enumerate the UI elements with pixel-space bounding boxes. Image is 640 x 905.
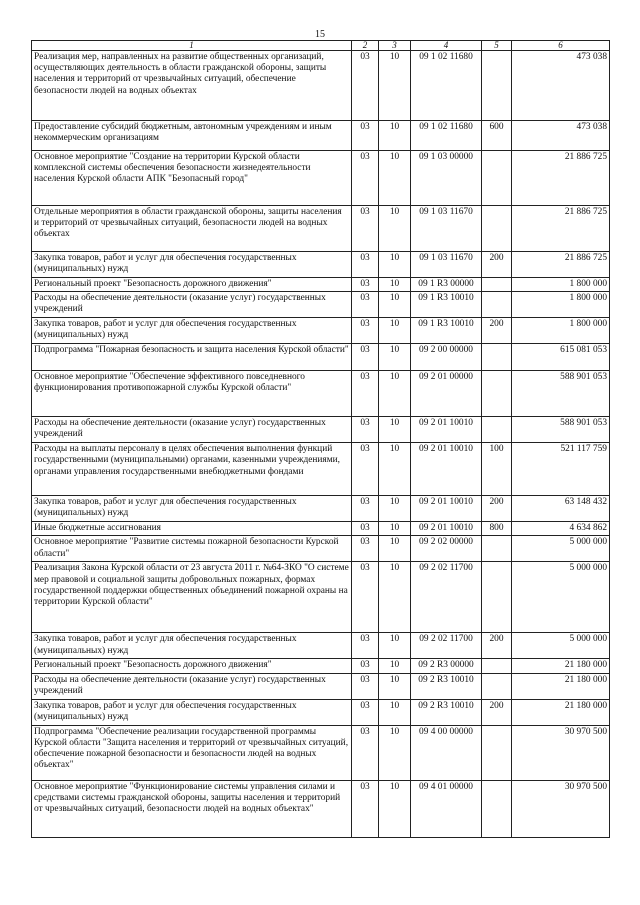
row-subsection: 10 bbox=[379, 292, 411, 318]
row-amount: 1 800 000 bbox=[512, 278, 610, 292]
row-expense-type: 200 bbox=[482, 496, 512, 522]
row-amount: 1 800 000 bbox=[512, 318, 610, 344]
row-amount: 21 180 000 bbox=[512, 673, 610, 699]
row-subsection: 10 bbox=[379, 699, 411, 725]
row-name: Отдельные мероприятия в области гражданской обороны, защиты населения и территорий от чрезвычайных ситуаций, безопасности людей на водных объектах bbox=[32, 206, 352, 252]
column-header: 6 bbox=[512, 41, 610, 51]
row-subsection: 10 bbox=[379, 318, 411, 344]
column-header: 5 bbox=[482, 41, 512, 51]
row-section: 03 bbox=[352, 536, 379, 562]
table-row bbox=[32, 725, 610, 780]
table-row bbox=[32, 417, 610, 443]
row-name: Реализация мер, направленных на развитие общественных организаций, осуществляющих деятельность в области гражданской обороны, защиты населения и территорий от чрезвычайных ситуаций, обеспечение безопасности людей на водных объектах bbox=[32, 51, 352, 121]
row-target-article: 09 2 R3 00000 bbox=[411, 659, 482, 673]
row-amount: 21 886 725 bbox=[512, 151, 610, 206]
row-expense-type bbox=[482, 562, 512, 633]
row-section: 03 bbox=[352, 417, 379, 443]
row-expense-type bbox=[482, 206, 512, 252]
row-expense-type bbox=[482, 292, 512, 318]
row-subsection: 10 bbox=[379, 496, 411, 522]
row-section: 03 bbox=[352, 562, 379, 633]
row-expense-type bbox=[482, 780, 512, 837]
row-amount: 5 000 000 bbox=[512, 633, 610, 659]
row-subsection: 10 bbox=[379, 252, 411, 278]
row-subsection: 10 bbox=[379, 780, 411, 837]
table-row bbox=[32, 522, 610, 536]
row-expense-type: 800 bbox=[482, 522, 512, 536]
table-row bbox=[32, 699, 610, 725]
row-expense-type bbox=[482, 344, 512, 371]
row-target-article: 09 4 01 00000 bbox=[411, 780, 482, 837]
row-section: 03 bbox=[352, 780, 379, 837]
row-subsection: 10 bbox=[379, 206, 411, 252]
table-row bbox=[32, 318, 610, 344]
row-amount: 1 800 000 bbox=[512, 292, 610, 318]
row-name: Закупка товаров, работ и услуг для обеспечения государственных (муниципальных) нужд bbox=[32, 318, 352, 344]
row-target-article: 09 1 03 00000 bbox=[411, 151, 482, 206]
row-section: 03 bbox=[352, 292, 379, 318]
table-row bbox=[32, 659, 610, 673]
row-subsection: 10 bbox=[379, 443, 411, 496]
row-target-article: 09 2 01 10010 bbox=[411, 417, 482, 443]
row-amount: 588 901 053 bbox=[512, 371, 610, 417]
row-section: 03 bbox=[352, 151, 379, 206]
row-section: 03 bbox=[352, 673, 379, 699]
row-name: Закупка товаров, работ и услуг для обеспечения государственных (муниципальных) нужд bbox=[32, 699, 352, 725]
table-row bbox=[32, 121, 610, 151]
row-target-article: 09 1 R3 00000 bbox=[411, 278, 482, 292]
row-subsection: 10 bbox=[379, 673, 411, 699]
row-name: Подпрограмма "Обеспечение реализации государственной программы Курской области "Защита населения и территорий от чрезвычайных ситуаций, обеспечение пожарной безопасности и безопасности людей на водных объектах" bbox=[32, 725, 352, 780]
column-number-row bbox=[32, 41, 610, 51]
table-row bbox=[32, 673, 610, 699]
row-expense-type: 200 bbox=[482, 633, 512, 659]
table-row bbox=[32, 371, 610, 417]
row-amount: 5 000 000 bbox=[512, 562, 610, 633]
column-header: 2 bbox=[352, 41, 379, 51]
table-row bbox=[32, 633, 610, 659]
row-subsection: 10 bbox=[379, 278, 411, 292]
row-amount: 21 886 725 bbox=[512, 252, 610, 278]
table-row bbox=[32, 206, 610, 252]
row-subsection: 10 bbox=[379, 344, 411, 371]
row-target-article: 09 2 R3 10010 bbox=[411, 699, 482, 725]
row-amount: 5 000 000 bbox=[512, 536, 610, 562]
row-name: Основное мероприятие "Развитие системы пожарной безопасности Курской области" bbox=[32, 536, 352, 562]
column-header: 4 bbox=[411, 41, 482, 51]
row-name: Реализация Закона Курской области от 23 августа 2011 г. №64-ЗКО "О системе мер правовой и социальной защиты добровольных пожарных, формах государственной поддержки общественных объединений пожарной охраны на территории Курской области" bbox=[32, 562, 352, 633]
row-target-article: 09 2 02 11700 bbox=[411, 562, 482, 633]
table-row bbox=[32, 496, 610, 522]
row-name: Закупка товаров, работ и услуг для обеспечения государственных (муниципальных) нужд bbox=[32, 496, 352, 522]
table-row bbox=[32, 780, 610, 837]
row-expense-type bbox=[482, 51, 512, 121]
row-expense-type bbox=[482, 151, 512, 206]
row-subsection: 10 bbox=[379, 633, 411, 659]
row-expense-type bbox=[482, 536, 512, 562]
row-subsection: 10 bbox=[379, 417, 411, 443]
row-name: Основное мероприятие "Обеспечение эффективного повседневного функционирования противопожарной службы Курской области" bbox=[32, 371, 352, 417]
row-amount: 21 180 000 bbox=[512, 659, 610, 673]
row-subsection: 10 bbox=[379, 522, 411, 536]
row-target-article: 09 2 02 11700 bbox=[411, 633, 482, 659]
column-header: 3 bbox=[379, 41, 411, 51]
row-expense-type: 100 bbox=[482, 443, 512, 496]
row-amount: 473 038 bbox=[512, 121, 610, 151]
row-name: Закупка товаров, работ и услуг для обеспечения государственных (муниципальных) нужд bbox=[32, 633, 352, 659]
row-section: 03 bbox=[352, 252, 379, 278]
row-section: 03 bbox=[352, 699, 379, 725]
row-section: 03 bbox=[352, 206, 379, 252]
row-section: 03 bbox=[352, 496, 379, 522]
row-subsection: 10 bbox=[379, 371, 411, 417]
row-target-article: 09 1 03 11670 bbox=[411, 252, 482, 278]
row-subsection: 10 bbox=[379, 562, 411, 633]
row-name: Расходы на обеспечение деятельности (оказание услуг) государственных учреждений bbox=[32, 292, 352, 318]
row-target-article: 09 2 00 00000 bbox=[411, 344, 482, 371]
row-target-article: 09 2 01 10010 bbox=[411, 496, 482, 522]
row-expense-type: 600 bbox=[482, 121, 512, 151]
row-name: Основное мероприятие "Создание на территории Курской области комплексной системы обеспечения безопасности жизнедеятельности населения Курской области АПК "Безопасный город" bbox=[32, 151, 352, 206]
budget-table bbox=[31, 40, 610, 838]
row-section: 03 bbox=[352, 633, 379, 659]
row-expense-type bbox=[482, 659, 512, 673]
row-subsection: 10 bbox=[379, 51, 411, 121]
row-target-article: 09 1 02 11680 bbox=[411, 121, 482, 151]
column-header: 1 bbox=[32, 41, 352, 51]
row-amount: 588 901 053 bbox=[512, 417, 610, 443]
table-row bbox=[32, 344, 610, 371]
row-section: 03 bbox=[352, 318, 379, 344]
row-expense-type bbox=[482, 417, 512, 443]
row-target-article: 09 2 01 10010 bbox=[411, 443, 482, 496]
row-target-article: 09 2 02 00000 bbox=[411, 536, 482, 562]
row-amount: 30 970 500 bbox=[512, 780, 610, 837]
row-subsection: 10 bbox=[379, 121, 411, 151]
row-expense-type bbox=[482, 725, 512, 780]
row-subsection: 10 bbox=[379, 536, 411, 562]
row-amount: 4 634 862 bbox=[512, 522, 610, 536]
row-target-article: 09 4 00 00000 bbox=[411, 725, 482, 780]
row-expense-type bbox=[482, 673, 512, 699]
row-name: Региональный проект "Безопасность дорожного движения" bbox=[32, 278, 352, 292]
table-row bbox=[32, 252, 610, 278]
row-target-article: 09 2 01 00000 bbox=[411, 371, 482, 417]
table-row bbox=[32, 443, 610, 496]
row-target-article: 09 1 03 11670 bbox=[411, 206, 482, 252]
row-section: 03 bbox=[352, 344, 379, 371]
row-target-article: 09 1 R3 10010 bbox=[411, 318, 482, 344]
row-section: 03 bbox=[352, 522, 379, 536]
row-section: 03 bbox=[352, 278, 379, 292]
row-amount: 63 148 432 bbox=[512, 496, 610, 522]
row-expense-type: 200 bbox=[482, 699, 512, 725]
row-name: Региональный проект "Безопасность дорожного движения" bbox=[32, 659, 352, 673]
page-number: 15 bbox=[315, 29, 325, 40]
row-amount: 30 970 500 bbox=[512, 725, 610, 780]
row-name: Подпрограмма "Пожарная безопасность и защита населения Курской области" bbox=[32, 344, 352, 371]
table-row bbox=[32, 292, 610, 318]
row-name: Иные бюджетные ассигнования bbox=[32, 522, 352, 536]
table-row bbox=[32, 151, 610, 206]
row-subsection: 10 bbox=[379, 151, 411, 206]
row-expense-type bbox=[482, 278, 512, 292]
row-amount: 615 081 053 bbox=[512, 344, 610, 371]
row-expense-type: 200 bbox=[482, 252, 512, 278]
table-row bbox=[32, 278, 610, 292]
row-section: 03 bbox=[352, 659, 379, 673]
row-name: Расходы на обеспечение деятельности (оказание услуг) государственных учреждений bbox=[32, 673, 352, 699]
row-subsection: 10 bbox=[379, 659, 411, 673]
row-section: 03 bbox=[352, 121, 379, 151]
row-name: Предоставление субсидий бюджетным, автономным учреждениям и иным некоммерческим организациям bbox=[32, 121, 352, 151]
row-amount: 521 117 759 bbox=[512, 443, 610, 496]
row-name: Закупка товаров, работ и услуг для обеспечения государственных (муниципальных) нужд bbox=[32, 252, 352, 278]
row-amount: 21 886 725 bbox=[512, 206, 610, 252]
row-expense-type: 200 bbox=[482, 318, 512, 344]
row-section: 03 bbox=[352, 443, 379, 496]
row-subsection: 10 bbox=[379, 725, 411, 780]
table-row bbox=[32, 536, 610, 562]
row-section: 03 bbox=[352, 371, 379, 417]
row-target-article: 09 1 02 11680 bbox=[411, 51, 482, 121]
row-section: 03 bbox=[352, 725, 379, 780]
table-row bbox=[32, 562, 610, 633]
row-target-article: 09 1 R3 10010 bbox=[411, 292, 482, 318]
row-expense-type bbox=[482, 371, 512, 417]
row-amount: 21 180 000 bbox=[512, 699, 610, 725]
row-name: Расходы на обеспечение деятельности (оказание услуг) государственных учреждений bbox=[32, 417, 352, 443]
row-section: 03 bbox=[352, 51, 379, 121]
row-amount: 473 038 bbox=[512, 51, 610, 121]
row-name: Расходы на выплаты персоналу в целях обеспечения выполнения функций государственными (муниципальными) органами, казенными учреждениями, органами управления государственными внебюджетными фондами bbox=[32, 443, 352, 496]
row-target-article: 09 2 R3 10010 bbox=[411, 673, 482, 699]
row-target-article: 09 2 01 10010 bbox=[411, 522, 482, 536]
row-name: Основное мероприятие "Функционирование системы управления силами и средствами системы гражданской обороны, защиты населения и территорий от чрезвычайных ситуаций, безопасности людей на водных объектах" bbox=[32, 780, 352, 837]
table-row bbox=[32, 51, 610, 121]
